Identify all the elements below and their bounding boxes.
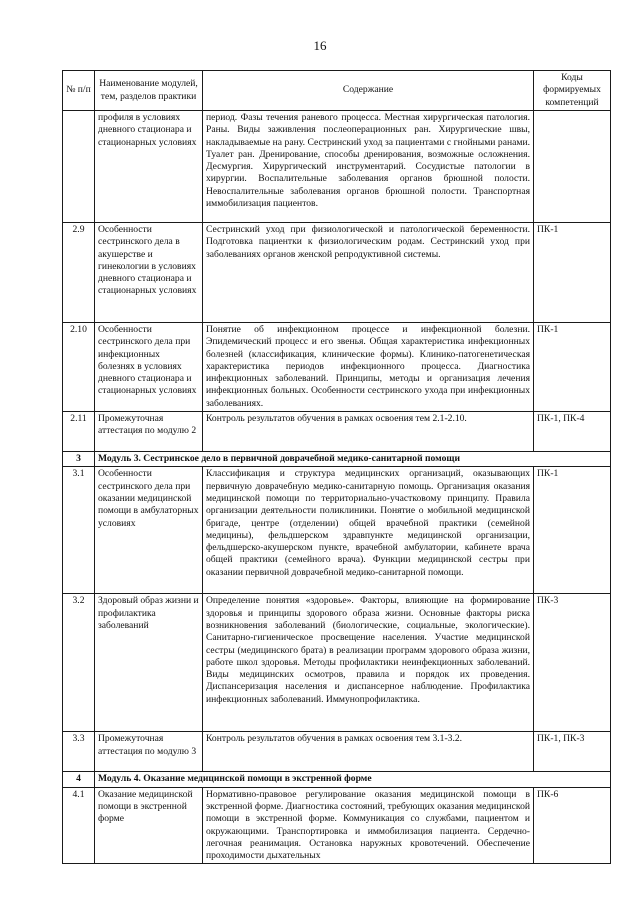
row-num: 4.1 — [63, 787, 95, 864]
module-title: Модуль 3. Сестринское дело в первичной доврачебной медико-санитарной помощи — [95, 452, 611, 467]
row-content: Контроль результатов обучения в рамках освоения тем 3.1-3.2. — [203, 732, 534, 772]
row-codes: ПК-3 — [534, 594, 611, 732]
header-codes: Коды формируемых компетенций — [534, 71, 611, 111]
module-row — [63, 772, 611, 787]
table-row — [63, 787, 611, 864]
row-num: 3.3 — [63, 732, 95, 772]
header-num: № п/п — [63, 71, 95, 111]
row-codes: ПК-1 — [534, 223, 611, 323]
row-codes: ПК-1 — [534, 467, 611, 594]
row-codes: ПК-1, ПК-4 — [534, 412, 611, 452]
table-row — [63, 467, 611, 594]
row-content: Нормативно-правовое регулирование оказания медицинской помощи в экстренной форме. Диагностика состояний, требующих оказания медицинской помощи в экстренной форме. Коммуникация со службами, пациентом и окружающими. Транспортировка и иммобилизация пациента. Сердечно-легочная реанимация. Остановка наружных кровотечений. Обеспечение проходимости дыхательных — [203, 787, 534, 864]
row-name: Особенности сестринского дела в акушерстве и гинекологии в условиях дневного стационара и стационарных условиях — [95, 223, 203, 323]
row-name: Особенности сестринского дела при оказании медицинской помощи в амбулаторных условиях — [95, 467, 203, 594]
table-row — [63, 111, 611, 223]
row-content: Определение понятия «здоровье». Факторы, влияющие на формирование здоровья и принципы здорового образа жизни. Основные факторы риска возникновения заболеваний (биологические, социальные, экологические). Санитарно-гигиеническое просвещение населения. Участие медицинской сестры (медицинского брата) в реализации программ здорового образа жизни, работе школ здоровья. Методы профилактики неинфекционных заболеваний. Виды медицинских осмотров, правила и порядок их проведения. Диспансеризация населения и диспансерное наблюдение. Профилактика инфекционных заболеваний. Иммунопрофилактика. — [203, 594, 534, 732]
row-content: период. Фазы течения раневого процесса. Местная хирургическая патология. Раны. Виды заживления послеоперационных ран. Хирургические швы, накладываемые на рану. Сестринский уход за пациентами с гнойными ранами. Туалет ран. Дренирование, способы дренирования, возможные осложнения. Десмургия. Хирургический инструментарий. Сосудистые патологии в хирургии. Воспалительные заболевания органов брюшной полости. Невоспалительные заболевания органов брюшной полости. Транспортная иммобилизация пациентов. — [203, 111, 534, 223]
table-row — [63, 323, 611, 412]
row-num — [63, 111, 95, 223]
module-num: 4 — [63, 772, 95, 787]
row-content: Понятие об инфекционном процессе и инфекционной болезни. Эпидемический процесс и его звенья. Общая характеристика инфекционных болезней (классификация, клинические формы). Клинико-патогенетическая характеристика периодов инфекционного процесса. Диагностика инфекционных заболеваний. Принципы, методы и организация лечения инфекционных больных. Особенности сестринского ухода при инфекционных заболеваниях. — [203, 323, 534, 412]
row-num: 2.9 — [63, 223, 95, 323]
row-num: 2.11 — [63, 412, 95, 452]
row-name: Здоровый образ жизни и профилактика заболеваний — [95, 594, 203, 732]
table-row — [63, 412, 611, 452]
row-name: Особенности сестринского дела при инфекционных болезнях в условиях дневного стационара и стационарных условиях — [95, 323, 203, 412]
row-content: Контроль результатов обучения в рамках освоения тем 2.1-2.10. — [203, 412, 534, 452]
row-num: 2.10 — [63, 323, 95, 412]
row-name: Промежуточная аттестация по модулю 2 — [95, 412, 203, 452]
row-content: Классификация и структура медицинских организаций, оказывающих первичную доврачебную медико-санитарную помощь. Организация оказания медицинской помощи по территориально-участковому принципу. Правила организации деятельности поликлиники. Понятие о мобильной медицинской бригаде, центре (отделении) общей врачебной практики (семейной медицины), фельдшерском здравпункте медицинской организации, фельдшерско-акушерском пункте, врачебной амбулатории, кабинете врача общей практики (семейного врача). Функции медицинской сестры при оказании первичной доврачебной медико-санитарной помощи. — [203, 467, 534, 594]
table-header-row — [63, 71, 611, 111]
page-number: 16 — [313, 38, 327, 53]
row-codes: ПК-1 — [534, 323, 611, 412]
row-codes — [534, 111, 611, 223]
row-codes: ПК-6 — [534, 787, 611, 864]
module-num: 3 — [63, 452, 95, 467]
row-name: Промежуточная аттестация по модулю 3 — [95, 732, 203, 772]
curriculum-table — [62, 70, 611, 864]
row-name: профиля в условиях дневного стационара и стационарных условиях — [95, 111, 203, 223]
module-title: Модуль 4. Оказание медицинской помощи в экстренной форме — [95, 772, 611, 787]
table-row — [63, 732, 611, 772]
table-row — [63, 594, 611, 732]
module-row — [63, 452, 611, 467]
row-codes: ПК-1, ПК-3 — [534, 732, 611, 772]
row-num: 3.1 — [63, 467, 95, 594]
header-name: Наименование модулей, тем, разделов практики — [95, 71, 203, 111]
header-content: Содержание — [203, 71, 534, 111]
row-content: Сестринский уход при физиологической и патологической беременности. Подготовка пациентки к физиологическим родам. Сестринский уход при заболеваниях органов женской репродуктивной системы. — [203, 223, 534, 323]
row-num: 3.2 — [63, 594, 95, 732]
table-row — [63, 223, 611, 323]
row-name: Оказание медицинской помощи в экстренной форме — [95, 787, 203, 864]
